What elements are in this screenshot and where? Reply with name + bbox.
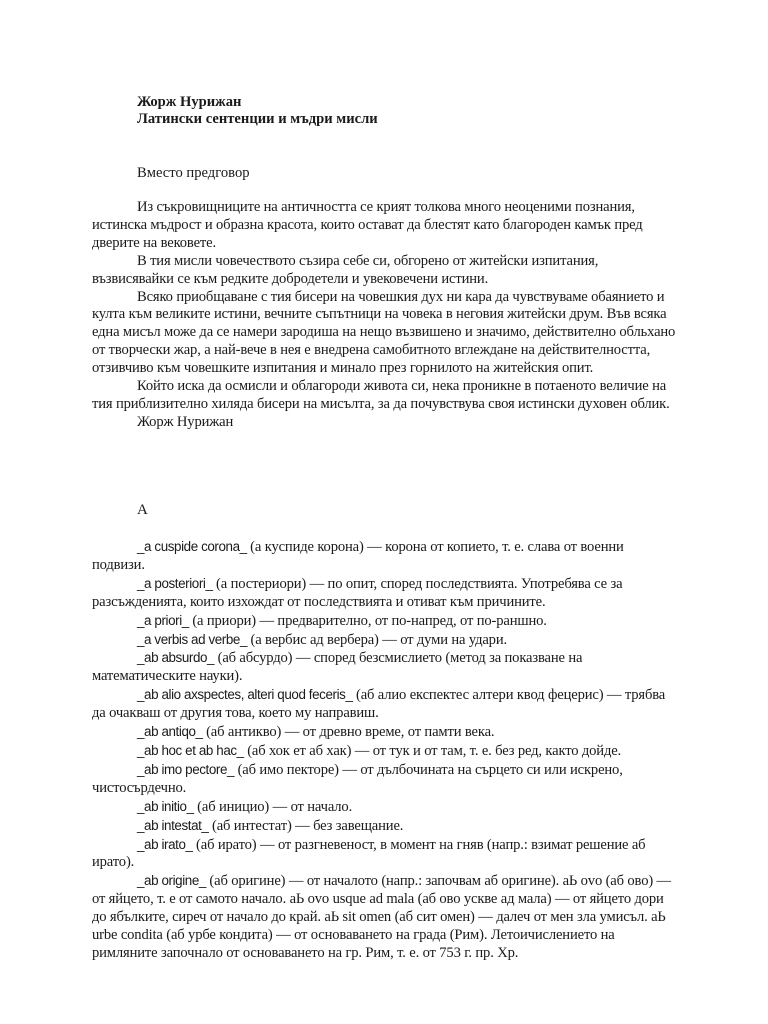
entry-lemma: _ab intestat_	[137, 817, 209, 833]
author-heading: Жорж Нурижан	[137, 94, 242, 110]
entry-definition: (аб алио експектес алтери квод фецерис) — трябва да очакваш от другия това, което му направиш.	[92, 687, 666, 722]
entry-lemma: _ab antiqo_	[137, 724, 203, 740]
dictionary-entry	[92, 723, 676, 742]
entry-lemma: _ab absurdo_	[137, 650, 215, 666]
dictionary-entry	[92, 761, 676, 798]
entry-lemma: _a priori_	[137, 612, 189, 628]
entry-definition: (а приори) — предварително, от по-напред, от по-раншно.	[188, 612, 547, 629]
dictionary-entry	[92, 872, 676, 963]
dictionary-entry	[92, 575, 676, 612]
entry-lemma: _ab imo pectore_	[137, 761, 235, 777]
entry-definition: (аб антикво) — от древно време, от памти века.	[202, 724, 495, 741]
dictionary-entry	[92, 649, 676, 686]
entry-lemma: _ab origine_	[137, 873, 206, 889]
dictionary-entry	[92, 538, 676, 575]
preface-paragraph: Всяко приобщаване с тия бисери на човешкия дух ни кара да чувствуваме обаянието и култа към великите истини, вечните съпътници на човека в неговия житейски друм. Във всяка една мисъл може да се намери зародиша на нещо възвишено и значимо, действително обльхано от творчески жар, а най-вече в нея е внедрена самобитното вглеждане на действителността, отзивчиво към човешките изпитания и минало през горнилото на житейския опит.	[92, 288, 676, 377]
dictionary-entry	[92, 836, 676, 873]
dictionary-entry	[92, 798, 676, 817]
entry-definition: (аб хок ет аб хак) — от тук и от там, т. е. без ред, както дойде.	[243, 742, 622, 759]
entry-lemma: _ab alio axspectes, alteri quod feceris_	[137, 687, 353, 703]
preface-heading: Вместо предговор	[137, 165, 250, 181]
preface-signature: Жорж Нурижан	[137, 413, 234, 430]
entry-definition: (аб оригине) — от началото (напр.: започвам аб оригине). aЬ ovo (аб ово) — от яйцето, т. е от самото начало. aЬ ovo usque ad mala (аб ово ускве ад мала) — от яйцето дори до ябълките, сиреч от начало до край. aЬ sit omen (аб сит омен) — далеч от мен зла умисъл. aЬ urbe condita (аб урбе кондита) — от основаването на града (Рим). Летоичислението на римляните започнало от основаването на гр. Рим, т. е. от 753 г. пр. Хр.	[92, 873, 671, 961]
dictionary-entry	[92, 612, 676, 631]
entry-definition: (а куспиде корона) — корона от копието, т. е. слава от военни подвизи.	[92, 539, 624, 573]
preface-paragraph: Из съкровищниците на античността се крият толкова много неоценими познания, истинска мъдрост и образна красота, които остават да блестят като благороден камък пред дверите на вековете.	[92, 199, 643, 251]
entry-definition: (аб имо пекторе) — от дълбочината на сърцето си или искрено, чистосърдечно.	[92, 761, 623, 796]
entry-definition: (аб ирато) — от разгневеност, в момент на гняв (напр.: взимат решение аб ирато).	[92, 836, 646, 871]
dictionary-entry	[92, 686, 676, 723]
preface-paragraph: Който иска да осмисли и облагороди живота си, нека проникне в потаеното величие на тия приблизително хиляда бисери на мисълта, за да почувствува своя истински духовен облик.	[92, 378, 670, 412]
book-title: Латински сентенции и мъдри мисли	[137, 111, 378, 127]
entry-lemma: _a verbis ad verbe_	[137, 631, 248, 647]
entry-lemma: _ab irato_	[137, 836, 193, 852]
dictionary-entry	[92, 817, 676, 836]
dictionary-entries	[92, 538, 676, 963]
dictionary-entry	[92, 631, 676, 650]
entry-lemma: _ab initio_	[137, 798, 194, 814]
entry-lemma: _a cuspide corona_	[137, 539, 247, 554]
section-letter: А	[137, 502, 148, 518]
dictionary-entry	[92, 742, 676, 761]
entry-lemma: _ab hoc et ab hac_	[137, 742, 244, 758]
entry-lemma: _a posteriori_	[137, 575, 213, 591]
entry-definition: (аб интестат) — без завещание.	[208, 817, 404, 834]
entry-definition: (а вербис ад вербера) — от думи на удари.	[247, 631, 507, 648]
entry-definition: (а постериори) — по опит, според последствията. Употребява се за разсъжденията, които изхождат от последствията и отиват към причините.	[92, 575, 623, 610]
entry-definition: (аб инициo) — от начало.	[193, 798, 353, 815]
preface-paragraph: В тия мисли човечеството съзира себе си, обгорено от житейски изпитания, възвисявайки се към редките добродетели и увековечени истини.	[92, 252, 599, 287]
entry-definition: (аб абсурдо) — според безсмислието (метод за показване на математическите науки).	[92, 650, 583, 685]
preface-body	[92, 199, 676, 432]
